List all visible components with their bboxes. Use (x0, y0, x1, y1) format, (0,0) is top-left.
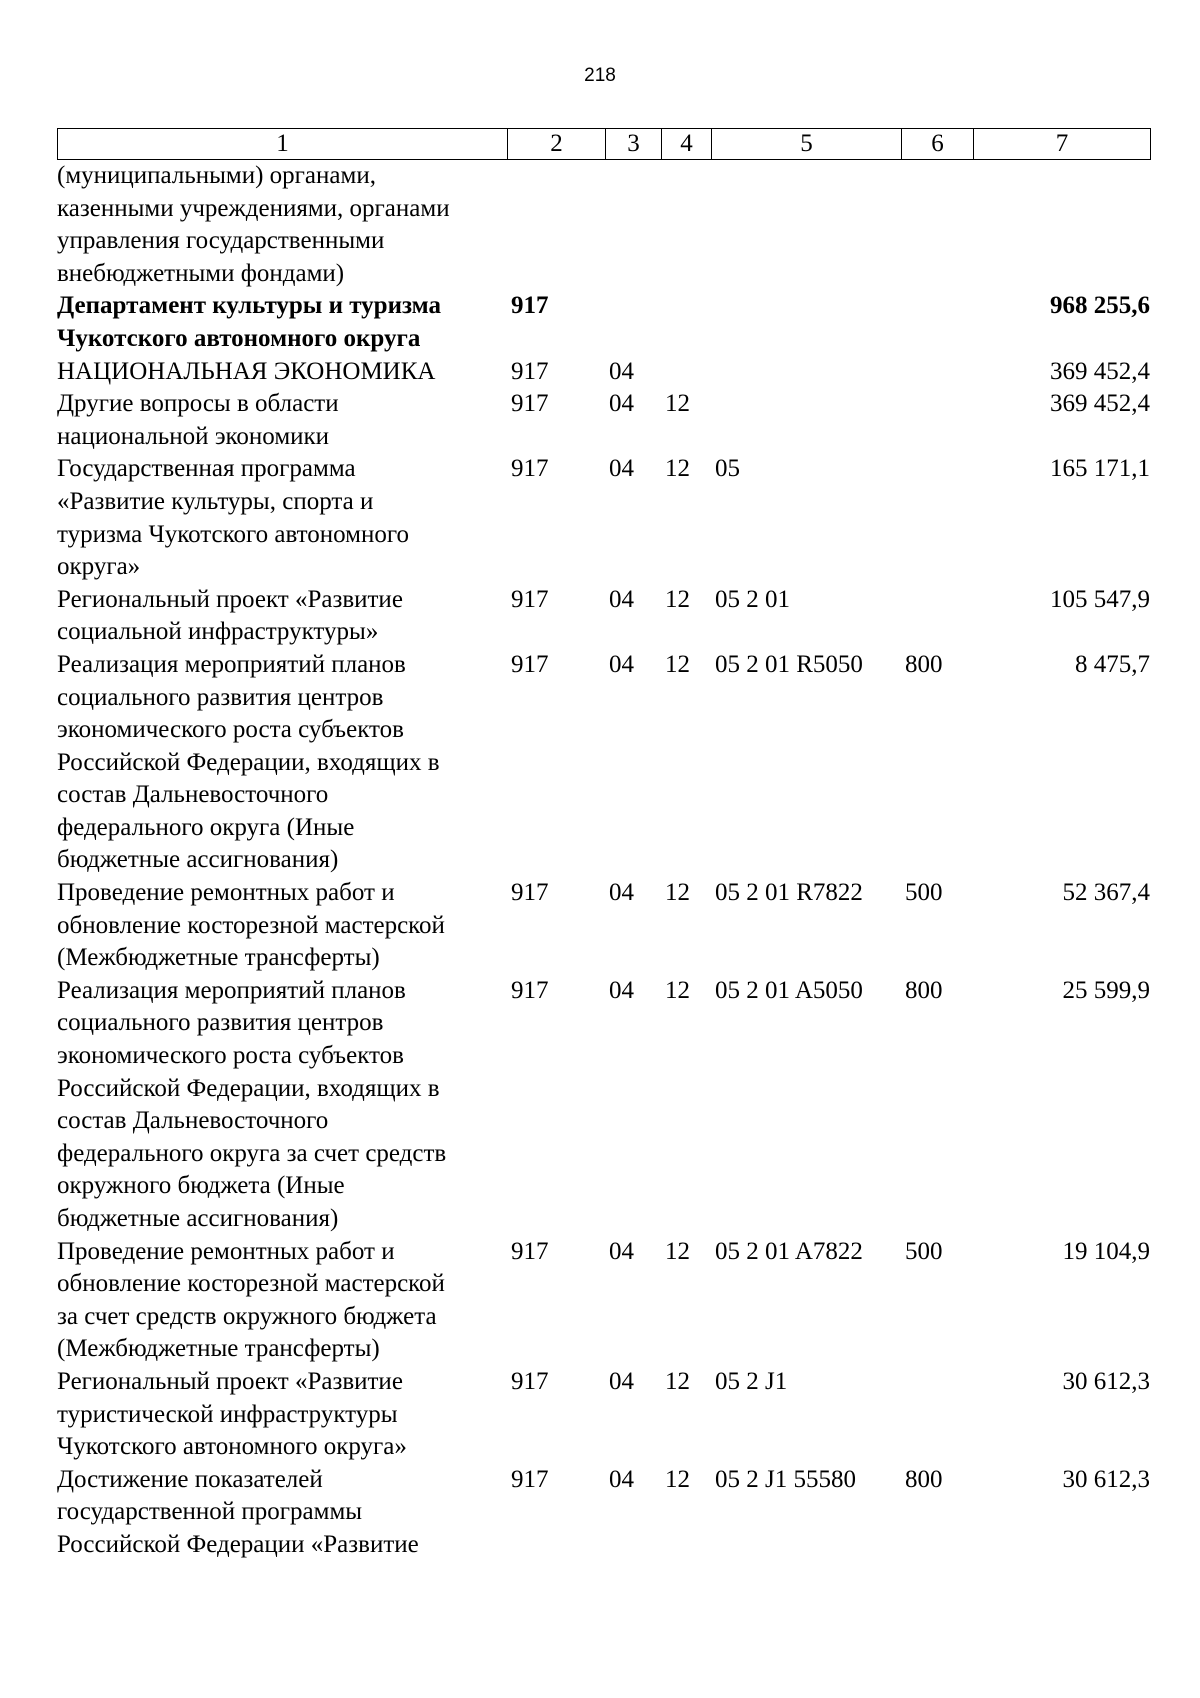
row-amount: 165 171,1 (1050, 455, 1150, 483)
row-ministry-code: 917 (511, 1465, 549, 1493)
row-subsection-code: 12 (665, 879, 690, 907)
row-ministry-code: 917 (511, 650, 549, 678)
row-amount: 52 367,4 (1062, 879, 1150, 907)
table-row (57, 356, 1150, 389)
row-ministry-code (507, 160, 605, 290)
row-subsection-code (661, 290, 711, 355)
row-name: Другие вопросы в области национальной экономики (57, 390, 339, 450)
row-section-code: 04 (609, 455, 634, 483)
row-amount: 968 255,6 (1050, 292, 1150, 320)
row-ministry-code: 917 (511, 292, 549, 320)
row-subsection-code: 12 (665, 455, 690, 483)
row-name: Проведение ремонтных работ и обновление косторезной мастерской (Межбюджетные трансферты) (57, 879, 445, 972)
row-target-article (711, 356, 901, 389)
row-amount: 19 104,9 (1062, 1237, 1150, 1265)
row-target-article: 05 2 01 (715, 585, 790, 613)
row-ministry-code: 917 (511, 357, 549, 385)
row-name: Государственная программа «Развитие культуры, спорта и туризма Чукотского автономного округа» (57, 455, 409, 581)
row-amount: 30 612,3 (1062, 1465, 1150, 1493)
table-row (57, 584, 1150, 649)
row-section-code (605, 160, 661, 290)
table-row (57, 649, 1150, 877)
row-section-code: 04 (609, 976, 634, 1004)
row-section-code: 04 (609, 357, 634, 385)
row-amount: 369 452,4 (1050, 390, 1150, 418)
row-name: (муниципальными) органами, казенными учреждениями, органами управления государственными внебюджетными фондами) (57, 162, 450, 287)
row-expense-type: 500 (905, 1237, 943, 1265)
table-row (57, 1464, 1150, 1562)
table-row (57, 1366, 1150, 1464)
row-ministry-code: 917 (511, 976, 549, 1004)
row-section-code: 04 (609, 879, 634, 907)
row-amount: 8 475,7 (1075, 650, 1150, 678)
row-section-code: 04 (609, 1367, 634, 1395)
row-ministry-code: 917 (511, 1237, 549, 1265)
column-header-3: 3 (606, 129, 662, 160)
row-expense-type (901, 1366, 973, 1464)
row-subsection-code (661, 160, 711, 290)
table-row (57, 1236, 1150, 1366)
row-section-code: 04 (609, 1237, 634, 1265)
row-subsection-code (661, 356, 711, 389)
page-number: 218 (584, 65, 616, 86)
column-header-2: 2 (508, 129, 606, 160)
row-name: Проведение ремонтных работ и обновление косторезной мастерской за счет средств окружного бюджета (Межбюджетные трансферты) (57, 1237, 445, 1363)
column-header-4: 4 (662, 129, 712, 160)
row-target-article (711, 388, 901, 453)
row-name: Региональный проект «Развитие туристической инфраструктуры Чукотского автономного округа» (57, 1367, 407, 1461)
row-expense-type (901, 160, 973, 290)
row-target-article (711, 160, 901, 290)
column-header-5: 5 (712, 129, 902, 160)
row-name: Реализация мероприятий планов социального развития центров экономического роста субъектов Российской Федерации, входящих в состав Дальневосточного федерального округа (Иные бюджетные ассигнования) (57, 650, 440, 874)
column-header-6: 6 (902, 129, 974, 160)
table-row (57, 160, 1150, 290)
table-row (57, 877, 1150, 975)
row-expense-type: 800 (905, 976, 943, 1004)
row-name: Региональный проект «Развитие социальной инфраструктуры» (57, 585, 403, 646)
row-ministry-code: 917 (511, 390, 549, 418)
row-name: Департамент культуры и туризма Чукотского автономного округа (57, 292, 442, 352)
row-target-article: 05 2 01 A5050 (715, 976, 863, 1004)
row-target-article: 05 2 J1 (715, 1367, 788, 1395)
row-subsection-code: 12 (665, 1465, 690, 1493)
column-header-7: 7 (974, 129, 1151, 160)
row-target-article (711, 290, 901, 355)
row-name: Достижение показателей государственной программы Российской Федерации «Развитие (57, 1465, 419, 1558)
row-section-code: 04 (609, 390, 634, 418)
table-row (57, 975, 1150, 1236)
row-amount (973, 160, 1150, 290)
row-expense-type (901, 356, 973, 389)
row-subsection-code: 12 (665, 1237, 690, 1265)
row-target-article: 05 2 01 R7822 (715, 879, 863, 907)
row-expense-type (901, 388, 973, 453)
row-name: НАЦИОНАЛЬНАЯ ЭКОНОМИКА (57, 357, 436, 385)
row-expense-type (901, 584, 973, 649)
row-subsection-code: 12 (665, 1367, 690, 1395)
row-expense-type (901, 290, 973, 355)
row-subsection-code: 12 (665, 650, 690, 678)
row-ministry-code: 917 (511, 455, 549, 483)
row-section-code (605, 290, 661, 355)
row-amount: 369 452,4 (1050, 357, 1150, 385)
row-target-article: 05 (715, 455, 740, 483)
column-header-table (57, 128, 1151, 160)
budget-table-body (57, 160, 1150, 1562)
row-expense-type (901, 453, 973, 583)
row-target-article: 05 2 01 A7822 (715, 1237, 863, 1265)
column-header-row (58, 129, 1151, 160)
row-subsection-code: 12 (665, 585, 690, 613)
row-amount: 105 547,9 (1050, 585, 1150, 613)
row-name: Реализация мероприятий планов социального развития центров экономического роста субъектов Российской Федерации, входящих в состав Дальневосточного федерального округа за счет средств окружного бюджета (Иные бюджетные ассигнования) (57, 976, 447, 1232)
row-expense-type: 800 (905, 1465, 943, 1493)
row-section-code: 04 (609, 1465, 634, 1493)
row-ministry-code: 917 (511, 879, 549, 907)
row-ministry-code: 917 (511, 1367, 549, 1395)
row-amount: 30 612,3 (1062, 1367, 1150, 1395)
row-expense-type: 500 (905, 879, 943, 907)
table-row (57, 453, 1150, 583)
row-target-article: 05 2 01 R5050 (715, 650, 863, 678)
row-amount: 25 599,9 (1062, 976, 1150, 1004)
row-ministry-code: 917 (511, 585, 549, 613)
row-subsection-code: 12 (665, 390, 690, 418)
row-subsection-code: 12 (665, 976, 690, 1004)
column-header-1: 1 (58, 129, 508, 160)
row-target-article: 05 2 J1 55580 (715, 1465, 856, 1493)
row-section-code: 04 (609, 585, 634, 613)
row-expense-type: 800 (905, 650, 943, 678)
table-row (57, 388, 1150, 453)
table-row (57, 290, 1150, 355)
row-section-code: 04 (609, 650, 634, 678)
